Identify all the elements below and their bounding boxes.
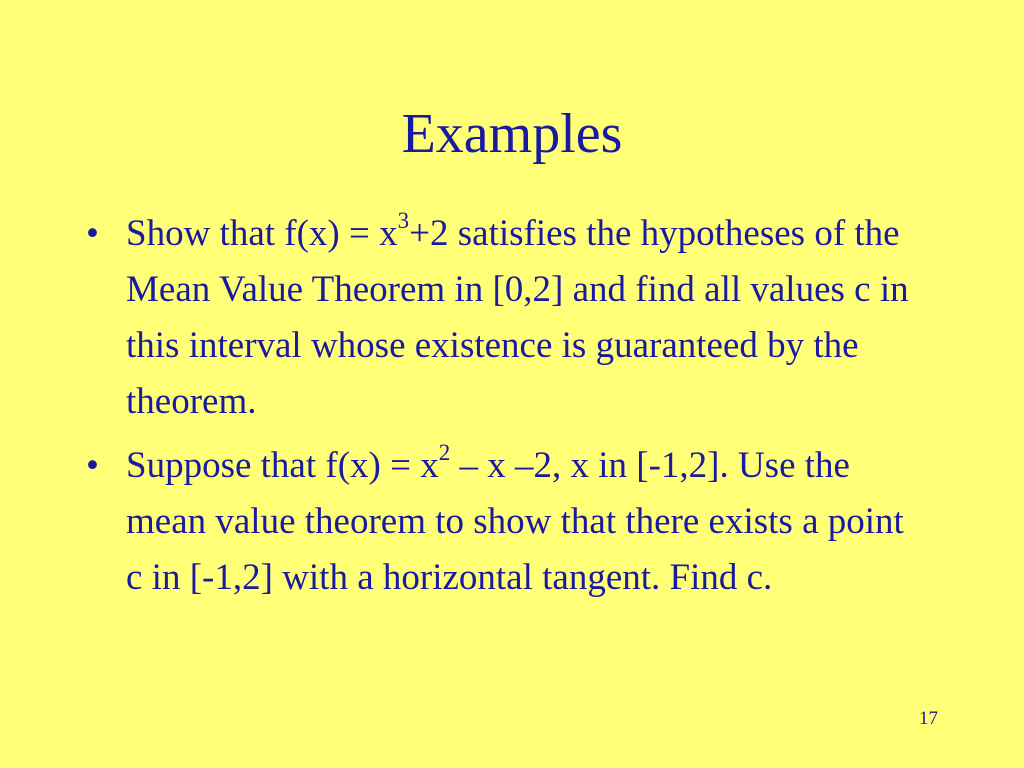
bullet-list <box>84 206 914 614</box>
slide-title: Examples <box>401 103 623 165</box>
bullet-text-start: Suppose that f(x) = x <box>126 445 439 486</box>
bullet-text-end: – x –2, x in [-1,2]. Use the mean value theorem to show that there exists a point c in [-1,2] with a horizontal tangent. Find c. <box>126 445 904 598</box>
bullet-icon: • <box>86 445 99 486</box>
exponent: 3 <box>397 207 410 233</box>
exponent: 2 <box>438 439 451 465</box>
bullet-item-horizontal-tangent-example <box>84 438 914 606</box>
bullet-text-end: +2 satisfies the hypotheses of the Mean Value Theorem in [0,2] and find all values c in this interval whose existence is guaranteed by the theorem. <box>126 213 909 422</box>
bullet-text-start: Show that f(x) = x <box>126 213 398 254</box>
bullet-icon: • <box>86 213 99 254</box>
page-number: 17 <box>919 708 938 729</box>
bullet-item-mvt-example <box>84 206 914 430</box>
